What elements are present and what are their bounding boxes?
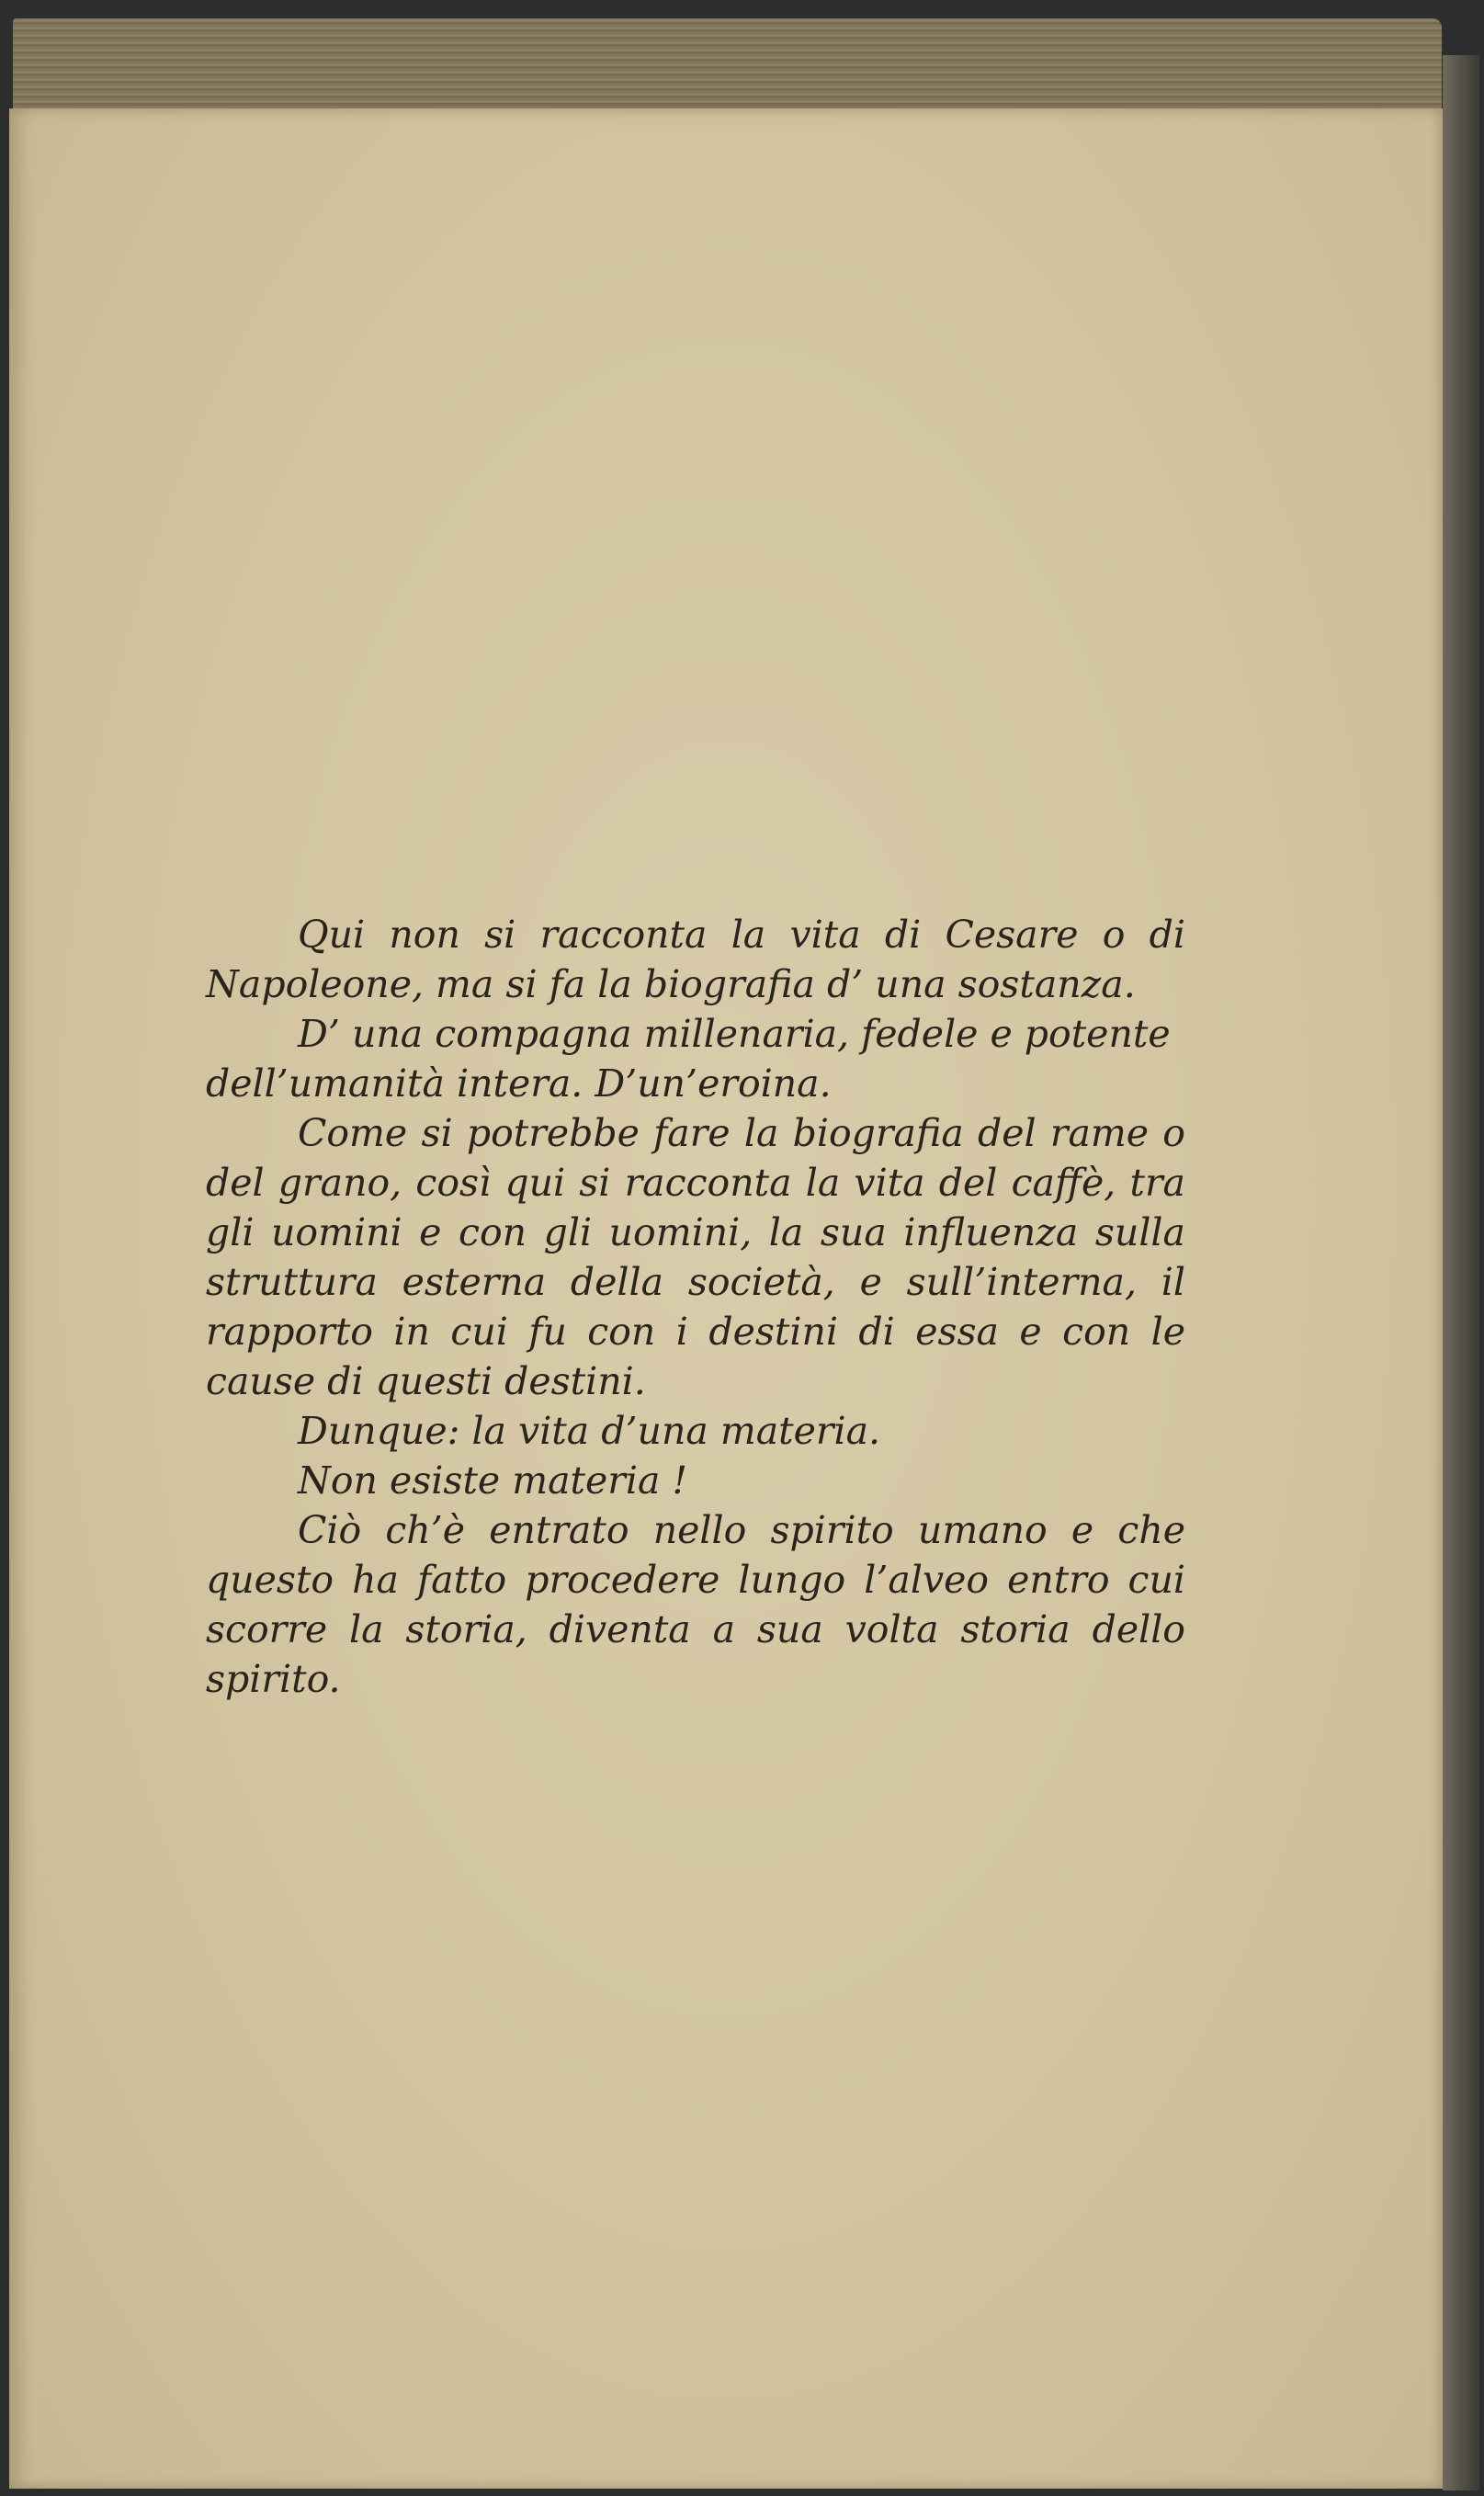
paragraph-3: Come si potrebbe fare la biografia del rame o del grano, così qui si racconta la vita del caffè, tra gli uomini e con gli uomini, la sua influenza sulla struttura esterna della società, e sull’interna, il rapporto in cui fu con i destini di essa e con le cause di questi destini. (206, 1111, 1185, 1403)
body-text (206, 910, 1185, 1704)
paragraph-2: D’ una compagna millenaria, fedele e potente dell’umanità intera. D’un’eroina. (206, 1012, 1171, 1106)
paragraph-6: Ciò ch’è entrato nello spirito umano e che questo ha fatto procedere lungo l’alveo entro cui scorre la storia, diventa a sua volta storia dello spirito. (206, 1508, 1185, 1701)
paragraph-1: Qui non si racconta la vita di Cesare o di Napoleone, ma si fa la biografia d’ una sostanza. (206, 913, 1185, 1006)
page-edge (13, 18, 1442, 119)
binding-edge (1443, 55, 1479, 2490)
paragraph-4: Dunque: la vita d’una materia. (298, 1409, 881, 1453)
paragraph-5: Non esiste materia ! (298, 1458, 687, 1503)
